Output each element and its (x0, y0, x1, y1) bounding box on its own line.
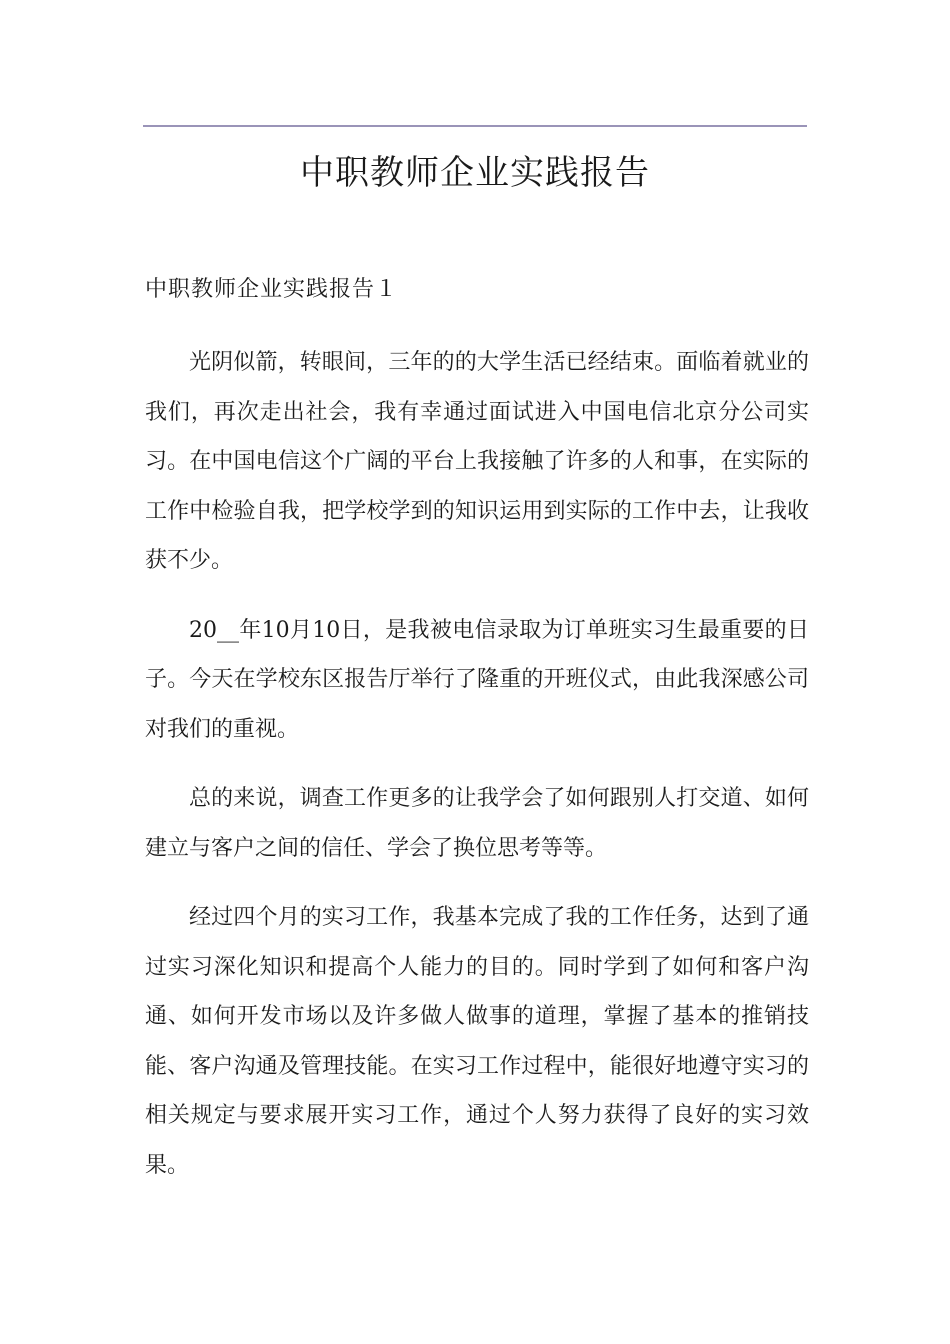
header-rule (143, 125, 807, 127)
document-title: 中职教师企业实践报告 (300, 153, 650, 193)
paragraph: 经过四个月的实习工作，我基本完成了我的工作任务，达到了通过实习深化知识和提高个人能力的目的。同时学到了如何和客户沟通、如何开发市场以及许多做人做事的道理，掌握了基本的推销技能、客户沟通及管理技能。在实习工作过程中，能很好地遵守实习的相关规定与要求展开实习工作，通过个人努力获得了良好的实习效果。 (145, 905, 809, 1178)
section-heading: 中职教师企业实践报告１ (145, 277, 399, 302)
paragraph: 光阴似箭，转眼间，三年的的大学生活已经结束。面临着就业的我们，再次走出社会，我有幸通过面试进入中国电信北京分公司实习。在中国电信这个广阔的平台上我接触了许多的人和事，在实际的工作中检验自我，把学校学到的知识运用到实际的工作中去，让我收获不少。 (145, 350, 809, 573)
paragraph: 总的来说，调查工作更多的让我学会了如何跟别人打交道、如何建立与客户之间的信任、学会了换位思考等等。 (145, 786, 809, 861)
document-body (145, 338, 809, 1190)
paragraph: 20__年10月10日，是我被电信录取为订单班实习生最重要的日子。今天在学校东区报告厅举行了隆重的开班仪式，由此我深感公司对我们的重视。 (145, 617, 809, 742)
